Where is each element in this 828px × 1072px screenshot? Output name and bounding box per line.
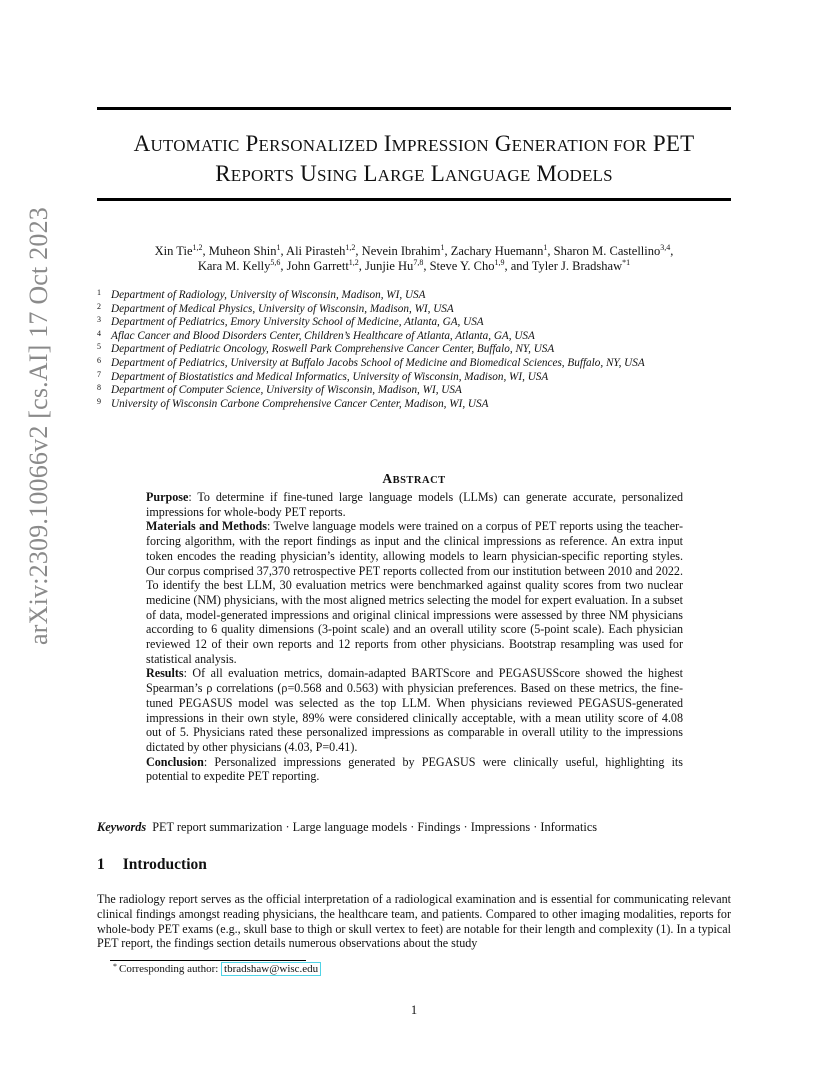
abstract-heading: ABSTRACT xyxy=(382,471,446,486)
author: John Garrett$^{1,2}$ xyxy=(286,257,359,273)
author: Nevein Ibrahim$^1$ xyxy=(361,242,445,258)
author: Junjie Hu$^{7,8}$ xyxy=(365,257,424,273)
footnote-divider xyxy=(110,960,306,961)
title-line-2: REPORTS USING LARGE LANGUAGE MODELS xyxy=(215,161,613,186)
affiliation-item: 8 Department of Computer Science, University of Wisconsin, Madison, WI, USA xyxy=(97,383,462,397)
affiliation-list xyxy=(97,289,747,411)
keywords xyxy=(97,820,757,835)
author: Ali Pirasteh$^{1,2}$ xyxy=(286,242,356,258)
author: Steve Y. Cho$^{1,9}$ xyxy=(429,257,505,273)
footnote: * Corresponding author: tbradshaw@wisc.edu xyxy=(113,963,321,975)
author-list xyxy=(97,244,731,274)
abstract-conclusion: Conclusion: Personalized impressions generated by PEGASUS were clinically useful, highlighting its potential to expedite PET reporting. xyxy=(146,754,683,784)
author: Sharon M. Castellino$^{3,4}$ xyxy=(553,242,671,258)
affiliation-item: 1 Department of Radiology, University of Wisconsin, Madison, WI, USA xyxy=(97,288,426,301)
title-rule-top xyxy=(97,107,731,110)
introduction-paragraph: The radiology report serves as the official interpretation of a radiological examination and is essential for communicating relevant clinical findings amongst reading physicians, the healthcare team, and patients. Compared to other imaging modalities, reports for whole-body PET exams (e.g., skull base to thigh or skull vertex to feet) are notable for their length and complexity (1). In a typical PET report, the findings section details numerous observations about the study xyxy=(97,892,731,951)
author-line-2: Kara M. Kelly$^{5,6}$, John Garrett$^{1,2}$, Junjie Hu$^{7,8}$, Steve Y. Cho$^{1,9}$, and Tyler J. Bradshaw$^{*1}$ xyxy=(197,257,631,273)
corresponding-email-link[interactable]: tbradshaw@wisc.edu xyxy=(221,962,321,976)
paper-title xyxy=(97,130,731,190)
abstract-results: Results: Of all evaluation metrics, domain-adapted BARTScore and PEGASUSScore showed the highest Spearman’s ρ correlations (ρ=0.568 and 0.563) with physician preferences. Based on these metrics, the fine-tuned PEGASUS model was selected as the top LLM. When physicians reviewed PEGASUS-generated impressions in their own style, 89% were considered clinically acceptable, with a mean utility score of 4.08 out of 5. Physicians rated these personalized impressions as comparable in overall utility to the impressions dictated by other physicians (4.03, P=0.41). xyxy=(146,666,683,754)
affiliation-item: 4 Aflac Cancer and Blood Disorders Center, Children’s Healthcare of Atlanta, Atlanta, GA, USA xyxy=(97,328,535,342)
affiliation-item: 5 Department of Pediatric Oncology, Roswell Park Comprehensive Cancer Center, Buffalo, NY, USA xyxy=(97,342,555,356)
affiliation-item: 7 Department of Biostatistics and Medical Informatics, University of Wisconsin, Madison, WI, USA xyxy=(97,369,549,383)
abstract-methods: Materials and Methods: Twelve language models were trained on a corpus of PET reports using the teacher-forcing algorithm, with the report findings as input and the clinical impressions as reference. An extra input token encodes the reading physician’s identity, allowing models to learn physician-specific reporting styles. Our corpus comprised 37,370 retrospective PET reports collected from our institution between 2010 and 2022. To identify the best LLM, 30 evaluation metrics were benchmarked against quality scores from two nuclear medicine (NM) physicians, with the most aligned metrics selecting the model for expert evaluation. In a subset of data, model-generated impressions and original clinical impressions were assessed by three NM physicians according to 6 quality dimensions (3-point scale) and an overall utility score (5-point scale). Each physician reviewed 12 of their own reports and 12 reports from other physicians. Bootstrap resampling was used for statistical analysis. xyxy=(146,519,683,666)
page-number: 1 xyxy=(410,1003,418,1017)
author-line-1: Xin Tie$^{1,2}$, Muheon Shin$^1$, Ali Pirasteh$^{1,2}$, Nevein Ibrahim$^1$, Zachary Huemann$^1$, Sharon M. Castellino$^{3,4}$, xyxy=(154,242,674,258)
affiliation-item: 9 University of Wisconsin Carbone Comprehensive Cancer Center, Madison, WI, USA xyxy=(97,396,489,410)
title-rule-bottom xyxy=(97,198,731,201)
section-heading-introduction: 1 Introduction xyxy=(97,856,207,873)
abstract-body xyxy=(146,490,683,784)
keywords-label: Keywords xyxy=(97,820,147,834)
affiliation-item: 2 Department of Medical Physics, University of Wisconsin, Madison, WI, USA xyxy=(97,301,454,315)
title-line-1: AUTOMATIC PERSONALIZED IMPRESSION GENERATION FOR PET xyxy=(133,131,695,156)
author: Zachary Huemann$^1$ xyxy=(450,242,548,258)
affiliation-item: 6 Department of Pediatrics, University at Buffalo Jacobs School of Medicine and Biomedical Sciences, Buffalo, NY, USA xyxy=(97,355,645,369)
keywords-text: PET report summarization · Large language models · Findings · Impressions · Informatics xyxy=(152,820,598,834)
author: Kara M. Kelly$^{5,6}$ xyxy=(197,257,281,273)
author: Muheon Shin$^1$ xyxy=(208,242,281,258)
author: and Tyler J. Bradshaw$^{*1}$ xyxy=(510,257,631,273)
author: Xin Tie$^{1,2}$ xyxy=(154,242,203,258)
arxiv-identifier-stamp: arXiv:2309.10066v2 [cs.AI] 17 Oct 2023 xyxy=(24,207,53,645)
abstract-purpose: Purpose: To determine if fine-tuned large language models (LLMs) can generate accurate, personalized impressions for whole-body PET reports. xyxy=(146,490,683,519)
affiliation-item: 3 Department of Pediatrics, Emory University School of Medicine, Atlanta, GA, USA xyxy=(97,315,484,329)
